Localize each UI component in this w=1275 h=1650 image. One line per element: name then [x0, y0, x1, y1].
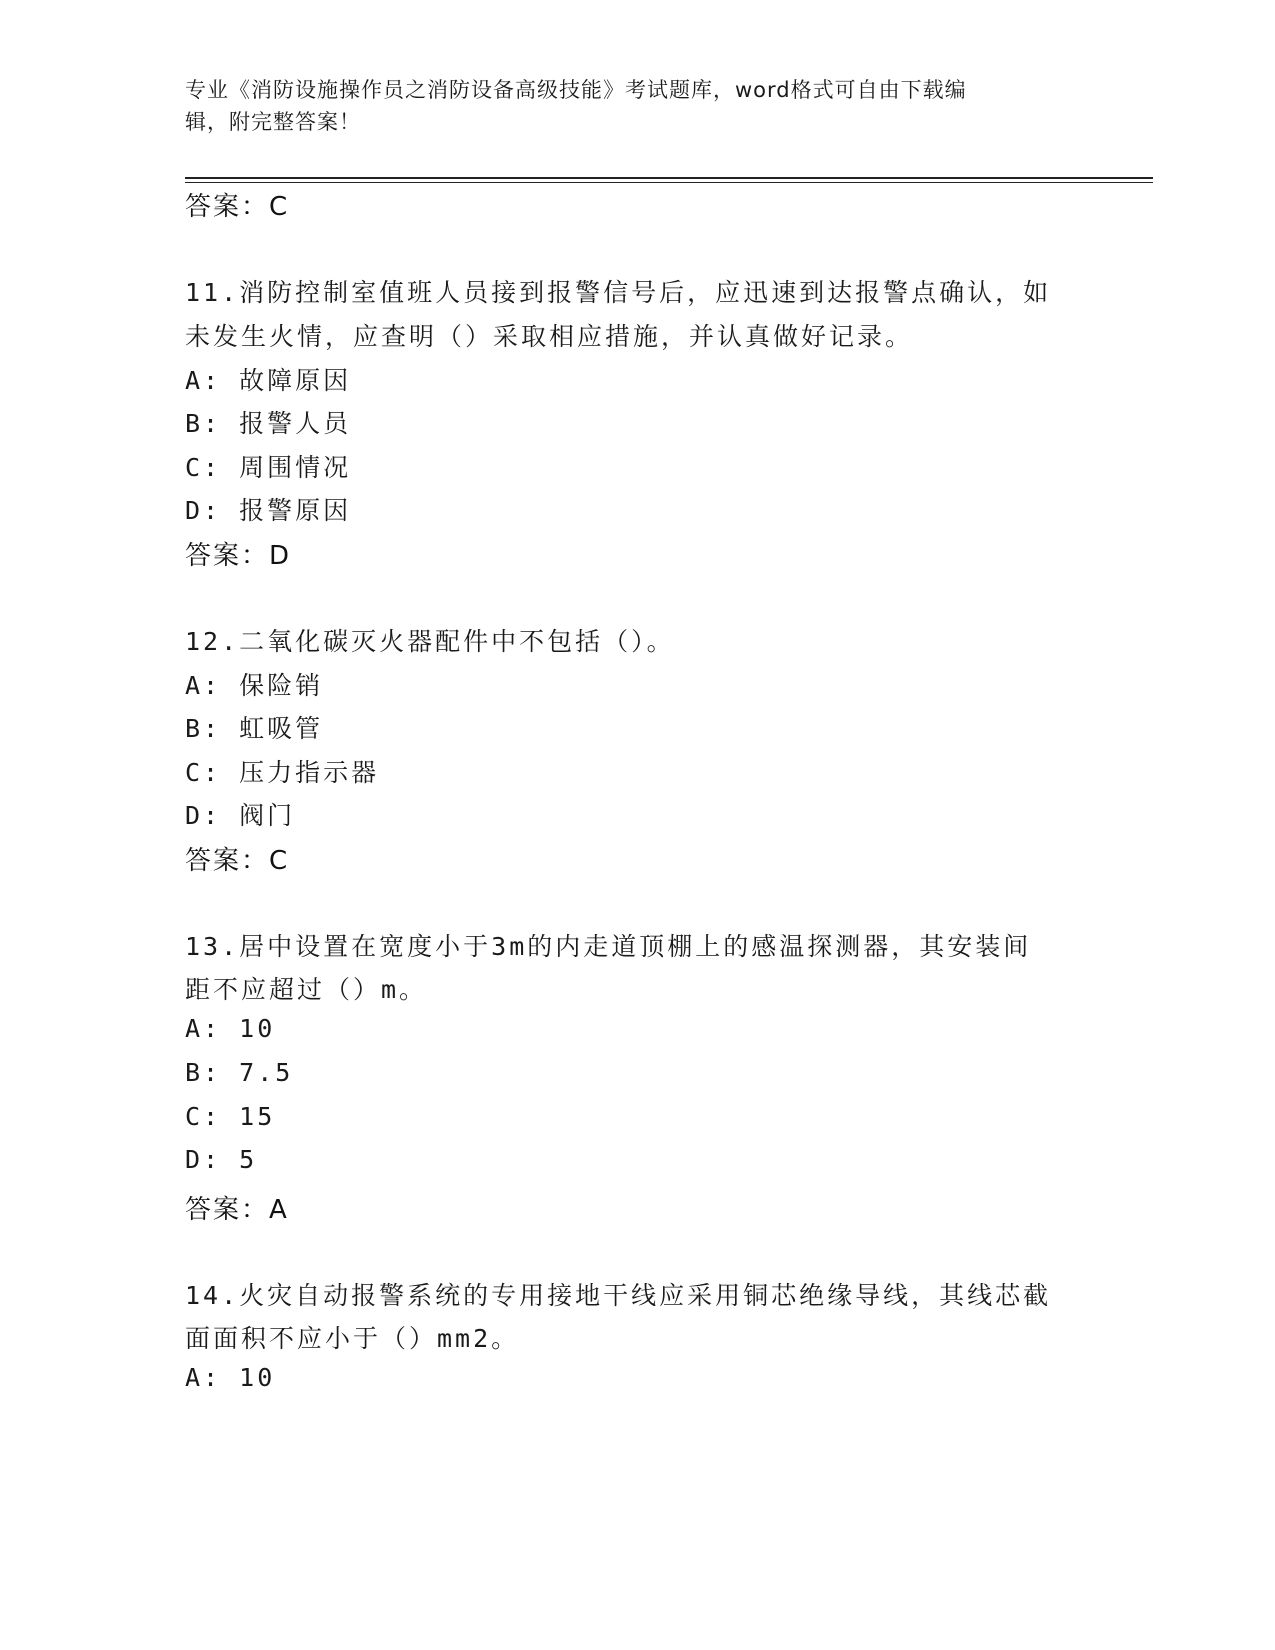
question-11-stem-line-1: 11.消防控制室值班人员接到报警信号后，应迅速到达报警点确认，如 — [185, 278, 1052, 307]
question-14-stem-line-2: 面面积不应小于（）mm2。 — [185, 1324, 520, 1353]
question-12-stem-line-1: 12.二氧化碳灭火器配件中不包括（）。 — [185, 627, 675, 656]
document-header — [185, 74, 1075, 138]
question-11-option-b: B: 报警人员 — [185, 409, 352, 438]
answer-q10: 答案：C — [185, 192, 290, 222]
question-13-option-b: B: 7.5 — [185, 1058, 294, 1087]
question-11-answer: 答案：D — [185, 541, 292, 571]
question-12-answer: 答案：C — [185, 846, 290, 876]
question-12-option-b: B: 虹吸管 — [185, 714, 324, 743]
question-12-option-c: C: 压力指示器 — [185, 758, 380, 787]
question-13-answer: 答案：A — [185, 1195, 289, 1225]
question-11-option-a: A: 故障原因 — [185, 366, 352, 395]
question-13-stem-line-1: 13.居中设置在宽度小于3m的内走道顶棚上的感温探测器，其安装间 — [185, 932, 1032, 961]
header-divider-thick — [185, 177, 1153, 179]
question-13-option-c: C: 15 — [185, 1102, 276, 1131]
question-12-option-d: D: 阀门 — [185, 801, 296, 830]
question-13-stem-line-2: 距不应超过（）m。 — [185, 975, 428, 1004]
question-14-option-a: A: 10 — [185, 1363, 276, 1392]
header-line-2: 辑，附完整答案！ — [185, 110, 361, 134]
question-11-option-c: C: 周围情况 — [185, 453, 352, 482]
question-13-option-a: A: 10 — [185, 1014, 276, 1043]
question-13-option-d: D: 5 — [185, 1145, 258, 1174]
question-11-stem-line-2: 未发生火情，应查明（）采取相应措施，并认真做好记录。 — [185, 322, 914, 351]
question-11-option-d: D: 报警原因 — [185, 496, 352, 525]
question-14-stem-line-1: 14.火灾自动报警系统的专用接地干线应采用铜芯绝缘导线，其线芯截 — [185, 1281, 1052, 1310]
header-divider-thin — [185, 182, 1153, 183]
question-12-option-a: A: 保险销 — [185, 671, 324, 700]
header-line-1: 专业《消防设施操作员之消防设备高级技能》考试题库，word格式可自由下载编 — [185, 78, 967, 102]
